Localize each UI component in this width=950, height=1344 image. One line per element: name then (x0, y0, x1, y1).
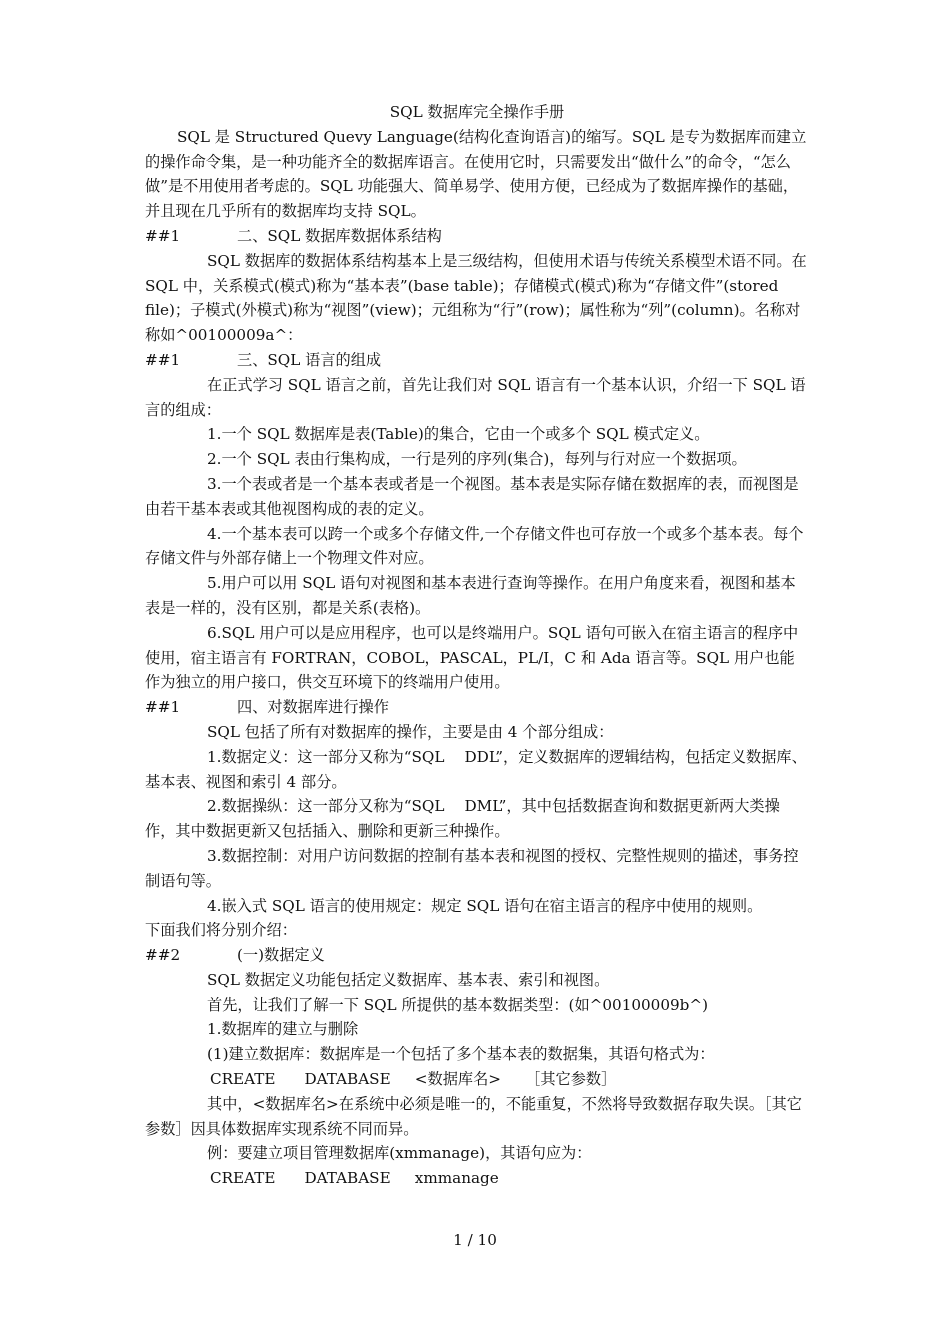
section-heading-4 (145, 695, 809, 720)
intro-paragraph: SQL 是 Structured Quevy Language(结构化查询语言)的缩写。SQL 是专为数据库而建立的操作命令集，是一种功能齐全的数据库语言。在使用它时，只需要发出“做什么”的命令，“怎么做”是不用使用者考虑的。SQL 功能强大、简单易学、使用方便，已经成为了数据库操作的基础，并且现在几乎所有的数据库均支持 SQL。 (145, 127, 807, 221)
paragraph: SQL 数据库的数据体系结构基本上是三级结构，但使用术语与传统关系模型术语不同。在 SQL 中，关系模式(模式)称为“基本表”(base table)；存储模式(模式)称为“存储文件”(stored file)；子模式(外模式)称为“视图”(view)；元组称为“行”(row)；属性称为“列”(column)。名称对称如^00100009a^： (145, 251, 807, 345)
heading-marker: ##1 (145, 350, 181, 369)
code-line: CREATE DATABASE xmmanage (210, 1169, 499, 1188)
heading-text: (一)数据定义 (237, 946, 325, 965)
paragraph: 例：要建立项目管理数据库(xmmanage)，其语句应为： (207, 1144, 592, 1163)
code-line: CREATE DATABASE <数据库名> ［其它参数］ (210, 1070, 617, 1089)
heading-marker: ##1 (145, 698, 181, 717)
list-item: 1.一个 SQL 数据库是表(Table)的集合，它由一个或多个 SQL 模式定义。 (207, 425, 710, 444)
list-item: 2.一个 SQL 表由行集构成，一行是列的序列(集合)，每列与行对应一个数据项。 (207, 450, 747, 469)
list-item: 3.一个表或者是一个基本表或者是一个视图。基本表是实际存储在数据库的表，而视图是由若干基本表或其他视图构成的表的定义。 (145, 474, 799, 518)
document-body (145, 100, 809, 1191)
page-number: 1 / 10 (453, 1231, 497, 1249)
document-title: SQL 数据库完全操作手册 (389, 103, 565, 121)
section-heading-2 (145, 224, 809, 249)
paragraph: SQL 数据定义功能包括定义数据库、基本表、索引和视图。 (207, 970, 610, 989)
list-item: 4.嵌入式 SQL 语言的使用规定：规定 SQL 语句在宿主语言的程序中使用的规则。 (207, 896, 763, 915)
list-item: 5.用户可以用 SQL 语句对视图和基本表进行查询等操作。在用户角度来看，视图和基本表是一样的，没有区别，都是关系(表格)。 (145, 574, 796, 617)
list-item: 3.数据控制：对用户访问数据的控制有基本表和视图的授权、完整性规则的描述，事务控制语句等。 (145, 846, 799, 890)
list-item: 6.SQL 用户可以是应用程序，也可以是终端用户。SQL 语句可嵌入在宿主语言的程序中使用，宿主语言有 FORTRAN，COBOL，PASCAL，PL/I，C 和 Ada 语言等。SQL 用户也能作为独立的用户接口，供交互环境下的终端用户使用。 (145, 623, 799, 692)
list-item: 1.数据定义：这一部分又称为“SQL DDL”，定义数据库的逻辑结构，包括定义数据库、基本表、视图和索引 4 部分。 (145, 747, 807, 791)
heading-text: 四、对数据库进行操作 (237, 698, 389, 717)
heading-text: 二、SQL 数据库数据体系结构 (237, 226, 442, 245)
list-item: 4.一个基本表可以跨一个或多个存储文件,一个存储文件也可存放一个或多个基本表。每个存储文件与外部存储上一个物理文件对应。 (145, 524, 804, 568)
section-heading-3 (145, 348, 809, 373)
heading-marker: ##2 (145, 946, 181, 965)
paragraph: 下面我们将分别介绍： (145, 921, 297, 940)
heading-marker: ##1 (145, 226, 181, 245)
section-heading-5 (145, 943, 809, 968)
paragraph: (1)建立数据库：数据库是一个包括了多个基本表的数据集，其语句格式为： (207, 1045, 715, 1064)
heading-text: 三、SQL 语言的组成 (237, 350, 382, 369)
paragraph: SQL 包括了所有对数据库的操作，主要是由 4 个部分组成： (207, 722, 614, 741)
paragraph: 在正式学习 SQL 语言之前，首先让我们对 SQL 语言有一个基本认识，介绍一下 SQL 语言的组成： (145, 375, 806, 419)
paragraph: 其中，<数据库名>在系统中必须是唯一的，不能重复，不然将导致数据存取失误。［其它参数］因具体数据库实现系统不同而异。 (145, 1094, 802, 1138)
paragraph: 1.数据库的建立与删除 (207, 1020, 359, 1039)
list-item: 2.数据操纵：这一部分又称为“SQL DML”，其中包括数据查询和数据更新两大类操作，其中数据更新又包括插入、删除和更新三种操作。 (145, 797, 780, 841)
paragraph: 首先，让我们了解一下 SQL 所提供的基本数据类型：(如^00100009b^) (207, 995, 709, 1014)
